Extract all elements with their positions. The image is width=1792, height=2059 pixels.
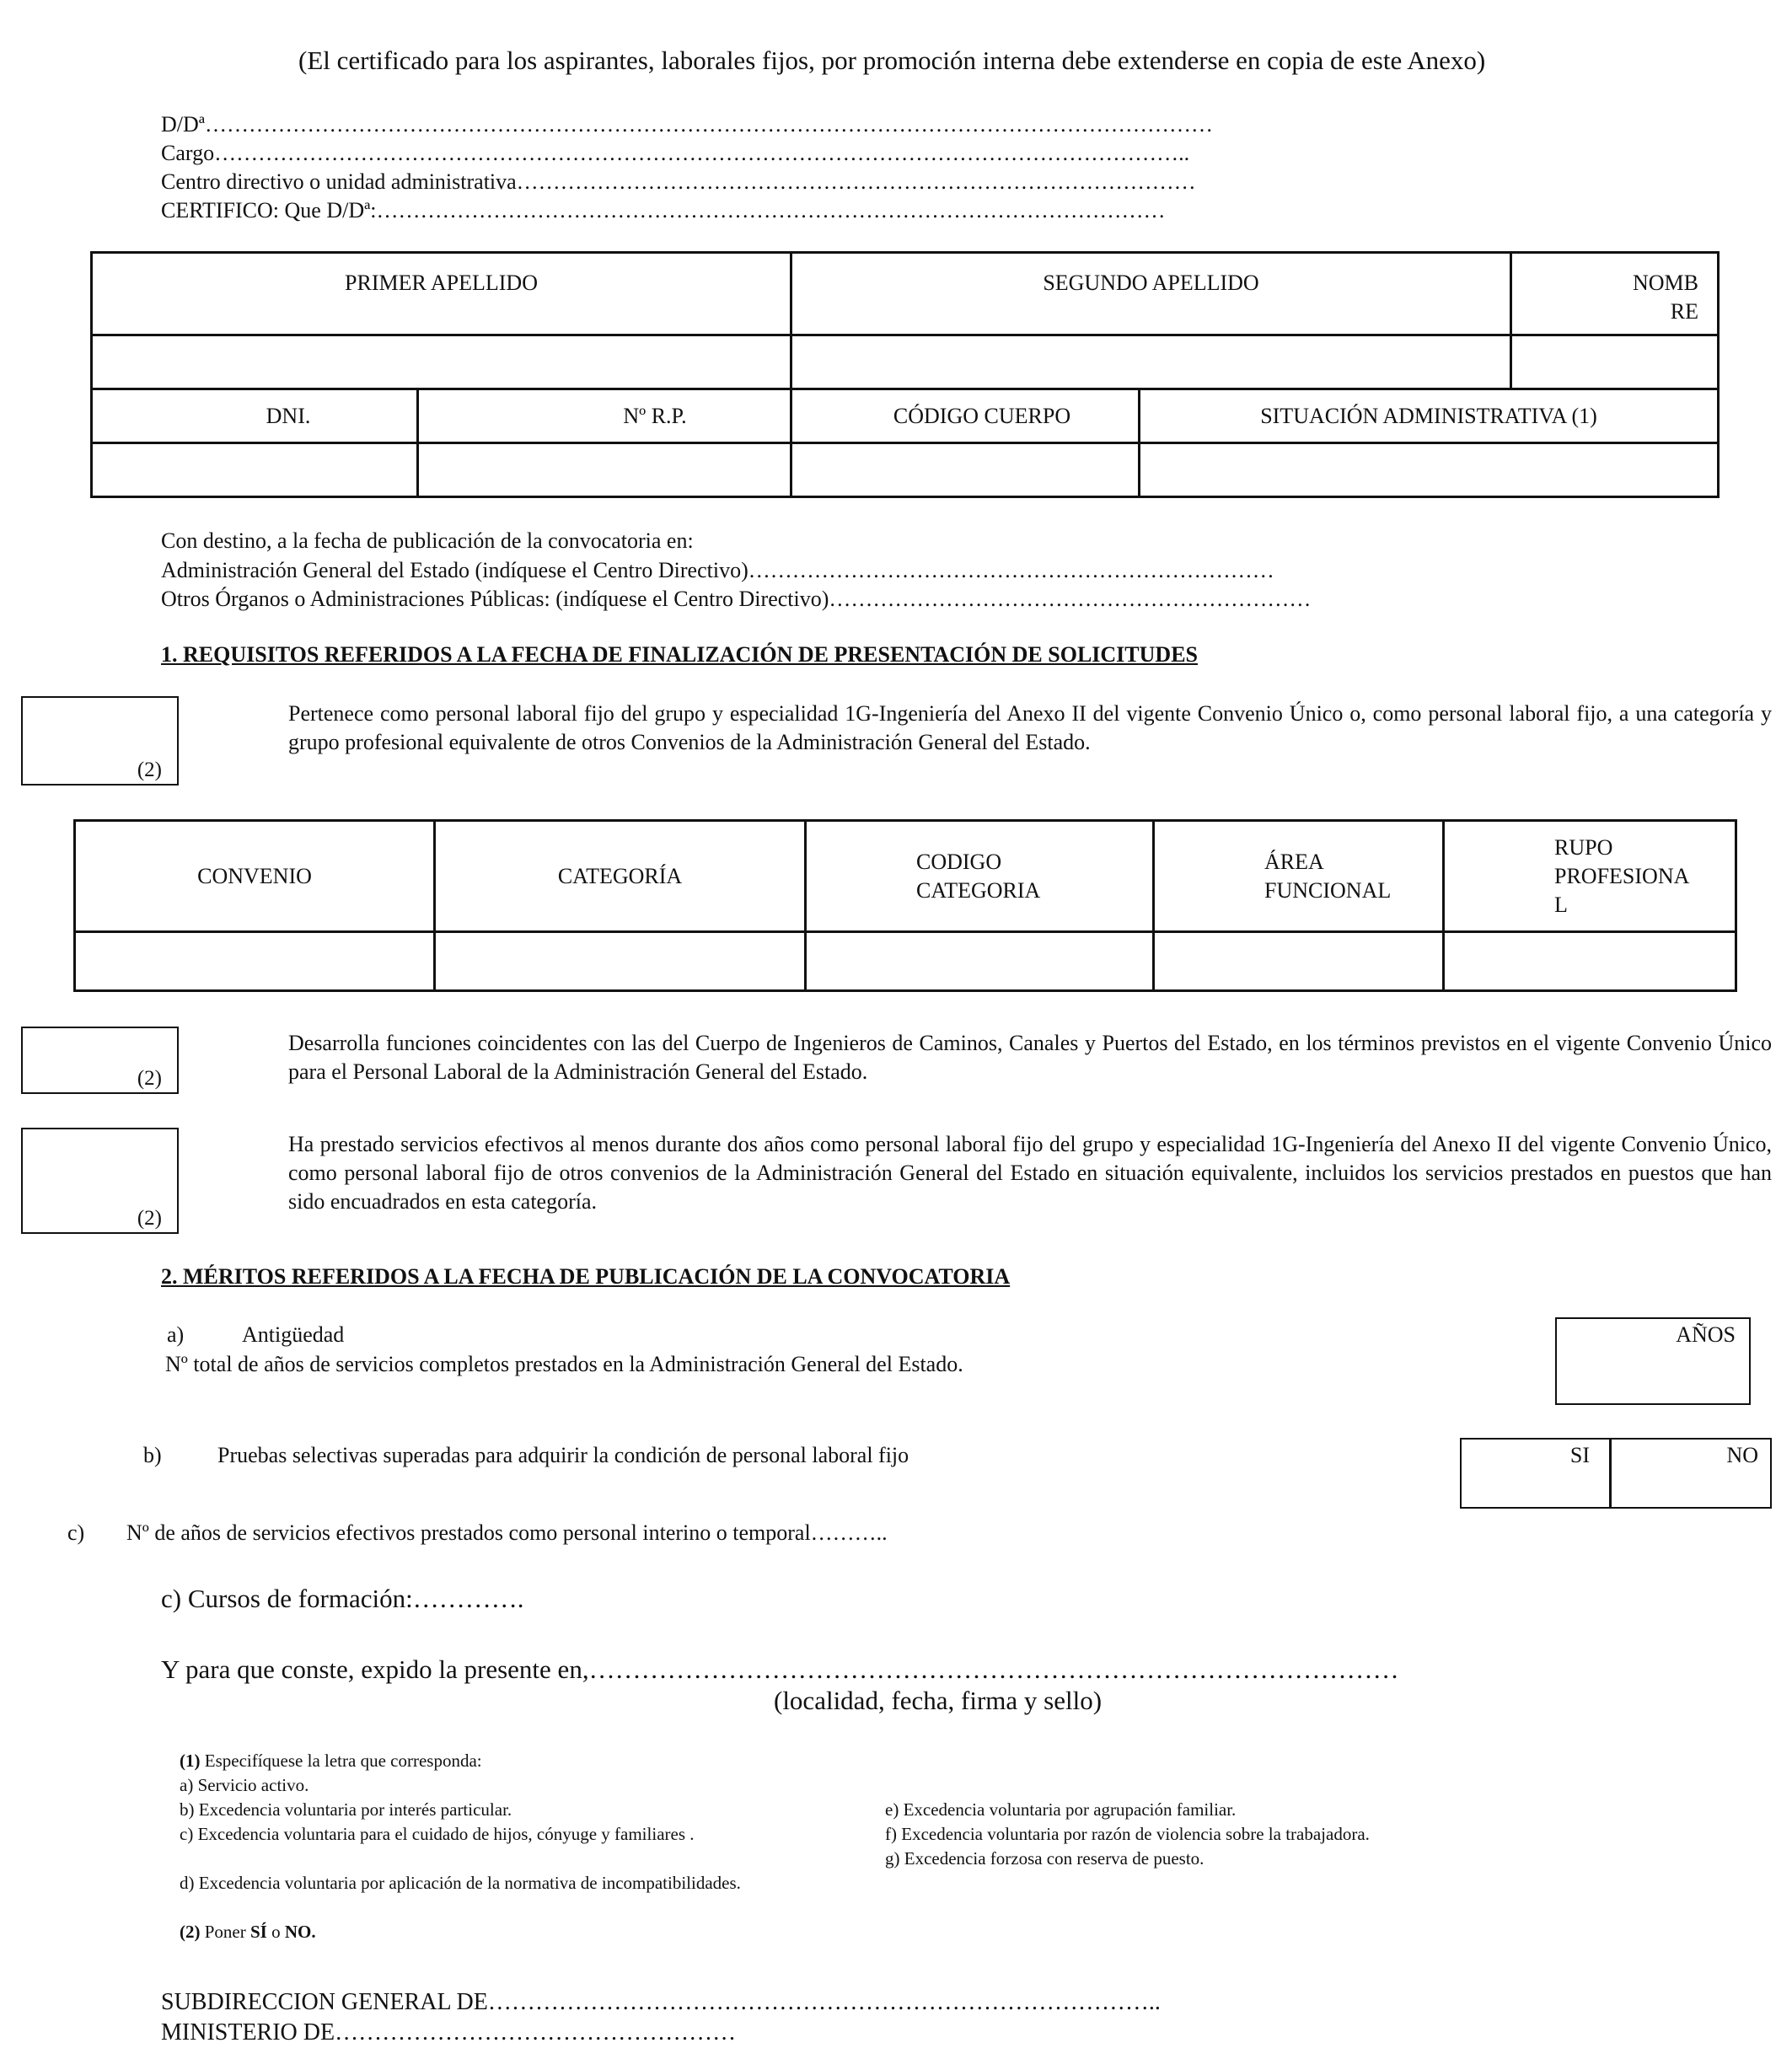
- anos-label: AÑOS: [1676, 1322, 1736, 1347]
- note-1-text: Especifíquese la letra que corresponda:: [200, 1751, 482, 1771]
- note-g: g) Excedencia forzosa con reserva de puesto.: [885, 1848, 1205, 1869]
- merit-a-description: Nº total de años de servicios completos prestados en la Administración General del Estado.: [165, 1352, 963, 1376]
- note-mark-2: (2): [137, 759, 162, 781]
- input-dni[interactable]: [92, 443, 418, 497]
- input-area-funcional[interactable]: [1154, 932, 1444, 991]
- checkbox-req3[interactable]: [21, 1128, 179, 1234]
- note-2-si: SÍ: [250, 1922, 267, 1942]
- merit-c-letter: c): [67, 1520, 85, 1545]
- merit-a-letter: a): [167, 1322, 185, 1347]
- note-mark-2: (2): [137, 1207, 162, 1230]
- header-grupo-profesional: RUPO PROFESIONA L: [1444, 821, 1736, 932]
- checkbox-req1[interactable]: [21, 696, 179, 786]
- header-situacion-administrativa: SITUACIÓN ADMINISTRATIVA (1): [1140, 389, 1719, 443]
- merit-a-label: Antigüedad: [242, 1322, 345, 1347]
- note-d: d) Excedencia voluntaria por aplicación de la normativa de incompatibilidades.: [180, 1873, 741, 1893]
- note-2-number: (2): [180, 1922, 201, 1942]
- field-cargo[interactable]: Cargo……………………………………………………………………………………………………………………..: [161, 141, 1190, 165]
- input-nrp[interactable]: [418, 443, 791, 497]
- destino-otros[interactable]: Otros Órganos o Administraciones Públicas: (indíquese el Centro Directivo)…………………………………………………………: [161, 587, 1312, 611]
- field-dda[interactable]: D/Dª…………………………………………………………………………………………………………………………: [161, 112, 1213, 137]
- field-centro-directivo[interactable]: Centro directivo o unidad administrativa…………………………………………………………………………………: [161, 169, 1196, 194]
- destino-intro: Con destino, a la fecha de publicación de la convocatoria en:: [161, 528, 694, 553]
- subdireccion-field[interactable]: SUBDIRECCION GENERAL DE…………………………………………………………………………..: [161, 1989, 1161, 2015]
- header-categoria: CATEGORÍA: [435, 821, 806, 932]
- no-box[interactable]: [1609, 1438, 1772, 1509]
- input-codigo-cuerpo[interactable]: [791, 443, 1140, 497]
- input-situacion-administrativa[interactable]: [1140, 443, 1719, 497]
- field-certifico[interactable]: CERTIFICO: Que D/Dª:………………………………………………………………………………………………: [161, 198, 1166, 223]
- header-segundo-apellido: SEGUNDO APELLIDO: [791, 253, 1511, 335]
- input-primer-apellido[interactable]: [92, 335, 791, 389]
- note-2-no: NO.: [284, 1922, 316, 1942]
- section2-title: 2. MÉRITOS REFERIDOS A LA FECHA DE PUBLICACIÓN DE LA CONVOCATORIA: [161, 1264, 1011, 1289]
- ministerio-field[interactable]: MINISTERIO DE……………………………………………: [161, 2019, 737, 2046]
- input-codigo-categoria[interactable]: [806, 932, 1154, 991]
- note-2-pre: Poner: [200, 1922, 250, 1942]
- header-primer-apellido: PRIMER APELLIDO: [92, 253, 791, 335]
- no-label: NO: [1726, 1443, 1758, 1467]
- input-grupo-profesional[interactable]: [1444, 932, 1736, 991]
- localidad-caption: (localidad, fecha, firma y sello): [774, 1686, 1103, 1715]
- checkbox-req2[interactable]: [21, 1027, 179, 1094]
- header-dni: DNI.: [92, 389, 418, 443]
- header-convenio: CONVENIO: [75, 821, 435, 932]
- input-convenio[interactable]: [75, 932, 435, 991]
- note-2-mid: o: [266, 1922, 285, 1942]
- note-f: f) Excedencia voluntaria por razón de violencia sobre la trabajadora.: [885, 1824, 1370, 1844]
- identity-table: [90, 251, 1720, 498]
- note-e: e) Excedencia voluntaria por agrupación familiar.: [885, 1799, 1237, 1820]
- merit-c-label[interactable]: Nº de años de servicios efectivos prestados como personal interino o temporal………..: [126, 1520, 888, 1545]
- header-codigo-categoria: CODIGO CATEGORIA: [806, 821, 1154, 932]
- convenio-table: [73, 819, 1737, 992]
- input-nombre[interactable]: [1511, 335, 1719, 389]
- header-nombre: NOMB RE: [1511, 253, 1719, 335]
- input-categoria[interactable]: [435, 932, 806, 991]
- merit-b-label: Pruebas selectivas superadas para adquirir la condición de personal laboral fijo: [217, 1443, 909, 1467]
- input-segundo-apellido[interactable]: [791, 335, 1511, 389]
- req3-text: Ha prestado servicios efectivos al menos durante dos años como personal laboral fijo del grupo y especialidad 1G-Ingeniería del Anexo II del vigente Convenio Único, como personal laboral fijo de otros convenios de la Administración General del Estado en situación equivalente, incluidos los servicios prestados en puestos que han sido encuadrados en esta categoría.: [288, 1132, 1772, 1214]
- header-area-funcional: ÁREA FUNCIONAL: [1154, 821, 1444, 932]
- note-c: c) Excedencia voluntaria para el cuidado de hijos, cónyuge y familiares .: [180, 1824, 695, 1844]
- anos-box[interactable]: [1555, 1317, 1751, 1405]
- note-mark-2: (2): [137, 1067, 162, 1090]
- destino-age[interactable]: Administración General del Estado (indíquese el Centro Directivo)………………………………………………………………: [161, 558, 1274, 582]
- note-b: b) Excedencia voluntaria por interés particular.: [180, 1799, 512, 1820]
- si-box[interactable]: [1460, 1438, 1612, 1509]
- req2-text: Desarrolla funciones coincidentes con las del Cuerpo de Ingenieros de Caminos, Canales y Puertos del Estado, en los términos previstos en el vigente Convenio Único para el Personal Laboral de la Administración General del Estado.: [288, 1031, 1772, 1084]
- note-a: a) Servicio activo.: [180, 1775, 309, 1795]
- expido-line[interactable]: Y para que conste, expido la presente en,…………………………………………………………………………………: [161, 1654, 1399, 1684]
- document-header: (El certificado para los aspirantes, laborales fijos, por promoción interna debe extenderse en copia de este Anexo): [298, 46, 1486, 75]
- note-1-number: (1): [180, 1751, 201, 1771]
- section1-title: 1. REQUISITOS REFERIDOS A LA FECHA DE FINALIZACIÓN DE PRESENTACIÓN DE SOLICITUDES: [161, 642, 1198, 667]
- note-1-title: [180, 1749, 482, 1772]
- header-nrp: Nº R.P.: [418, 389, 791, 443]
- req1-text: Pertenece como personal laboral fijo del grupo y especialidad 1G-Ingeniería del Anexo II del vigente Convenio Único o, como personal laboral fijo, a una categoría y grupo profesional equivalente de otros Convenios de la Administración General del Estado.: [288, 701, 1772, 754]
- note-2: [180, 1920, 316, 1944]
- merit-b-letter: b): [143, 1443, 162, 1467]
- si-label: SI: [1569, 1443, 1590, 1467]
- cursos-formacion[interactable]: c) Cursos de formación:………….: [161, 1584, 524, 1613]
- header-codigo-cuerpo: CÓDIGO CUERPO: [791, 389, 1140, 443]
